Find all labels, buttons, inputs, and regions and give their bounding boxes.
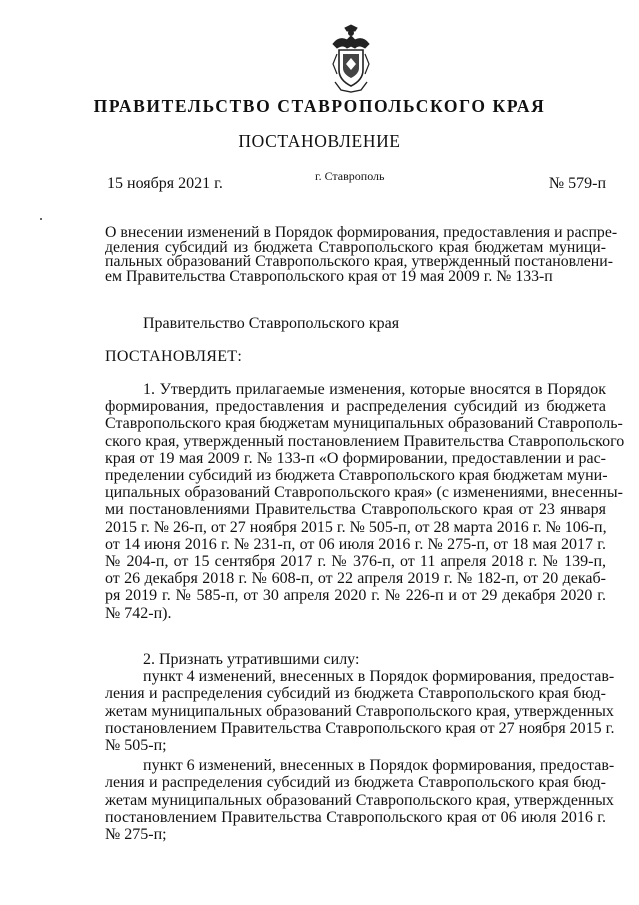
paragraph-line: от 26 декабря 2018 г. № 608-п, от 22 апреля 2019 г. № 182-п, от 20 декаб- (105, 570, 606, 588)
paragraph-line: пункт 6 изменений, внесенных в Порядок формирования, предостав- (143, 757, 615, 775)
item-2-heading: 2. Признать утратившими силу: (143, 651, 360, 668)
paragraph-line: 1. Утвердить прилагаемые изменения, которые вносятся в Порядок (143, 381, 606, 398)
resolves-heading: ПОСТАНОВЛЯЕТ: (105, 348, 243, 365)
paragraph-line: № 275-п; (105, 826, 167, 844)
document-number: № 579-п (548, 175, 606, 192)
paragraph-line: жетам муниципальных образований Ставропольского края, утвержденных (105, 702, 614, 720)
paragraph-line: ления и распределения субсидий из бюджета Ставропольского края бюд- (105, 685, 606, 703)
paragraph-line: № 204-п, от 15 сентября 2017 г. № 376-п, от 11 апреля 2018 г. № 139-п, (105, 553, 606, 571)
document-date: 15 ноября 2021 г. (107, 175, 223, 192)
subject-line: О внесении изменений в Порядок формирования, предоставления и распре- (105, 224, 618, 241)
paragraph-line: Ставропольского края бюджетам муниципальных образований Ставрополь- (105, 415, 623, 433)
document-type: ПОСТАНОВЛЕНИЕ (238, 131, 401, 151)
subject-line: ем Правительства Ставропольского края от 19 мая 2009 г. № 133-п (105, 267, 553, 285)
paragraph-line: формирования, предоставления и распределения субсидий из бюджета (105, 398, 606, 416)
item-1-paragraph (105, 381, 625, 622)
paragraph-line: 2015 г. № 26-п, от 27 ноября 2015 г. № 505-п, от 28 марта 2016 г. № 106-п, (105, 518, 607, 536)
subject-line: пальных образований Ставропольского края, утвержденный постановлени- (105, 253, 613, 270)
paragraph-line: жетам муниципальных образований Ставропольского края, утвержденных (105, 791, 614, 809)
paragraph-line: № 505-п; (105, 737, 167, 755)
paragraph-line: № 742-п). (105, 604, 172, 622)
paragraph-line: ского края, утвержденный постановлением Правительства Ставропольского (105, 432, 625, 450)
scan-dot (40, 218, 42, 220)
preamble: Правительство Ставропольского края (143, 315, 400, 332)
government-title: ПРАВИТЕЛЬСТВО СТАВРОПОЛЬСКОГО КРАЯ (93, 96, 546, 116)
coat-of-arms-emblem (329, 24, 373, 94)
paragraph-line: края от 19 мая 2009 г. № 133-п «О формировании, предоставлении и рас- (105, 449, 606, 467)
subject-line: деления субсидий из бюджета Ставропольского края бюджетам муници- (105, 238, 606, 256)
paragraph-line: ми постановлениями Правительства Ставропольского края от 23 января (105, 501, 606, 519)
paragraph-line: постановлением Правительства Ставропольского края от 27 ноября 2015 г. (105, 719, 615, 737)
paragraph-line: пункт 4 изменений, внесенных в Порядок формирования, предостав- (143, 668, 615, 686)
paragraph-line: ря 2019 г. № 585-п, от 30 апреля 2020 г. № 226-п и от 29 декабря 2020 г. (105, 587, 606, 605)
document-city: г. Ставрополь (315, 169, 385, 183)
paragraph-line: ципальных образований Ставропольского края» (с изменениями, внесенны- (105, 484, 623, 502)
paragraph-line: постановлением Правительства Ставропольского края от 06 июля 2016 г. (105, 808, 606, 826)
document-subject (105, 224, 618, 285)
item-2-paragraph (105, 651, 615, 844)
paragraph-line: ления и распределения субсидий из бюджета Ставропольского края бюд- (105, 774, 606, 792)
paragraph-line: от 14 июня 2016 г. № 231-п, от 06 июля 2016 г. № 275-п, от 18 мая 2017 г. (105, 535, 606, 553)
paragraph-line: пределении субсидий из бюджета Ставропольского края бюджетам муни- (105, 467, 608, 485)
